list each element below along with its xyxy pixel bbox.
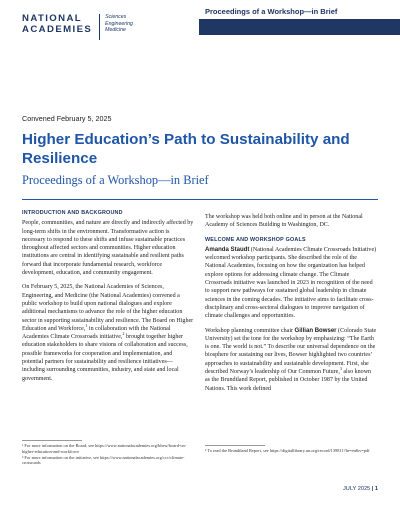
welcome-paragraph-text: (National Academies Climate Crossroads Initiative) welcomed workshop participants. She described the role of the National Academies, focusing on how the organization has helped explore options for addressing climate change. The Climate Crossroads initiative was launched in 2023 in recognition of the need to support new pathways for sustained global leadership in climate sciences in the coming decades. The initiative aims to facilitate cross-disciplinary and cross-sectoral dialogues to improve navigation of climate challenges and opportunities. [205, 246, 377, 320]
bowser-paragraph [205, 327, 377, 393]
footer-separator: | [371, 486, 374, 492]
speaker-name-bowser: Gillian Bowser [294, 327, 337, 334]
intro-paragraph-2-part-a: On February 5, 2025, the National Academies of Sciences, Engineering, and Medicine (the National Academies) convened a public workshop to build upon national dialogues and explore additional mechanisms to advance the role of the higher education sector in supporting sustainability and resilience. The Board on Higher Education and Workforce, [22, 284, 194, 332]
page-footer [343, 486, 378, 492]
footnote-1: ¹ For more information on the Board, see https://www.nationalacademies.org/bhew/board-on-higher-education-and-workforce [22, 443, 187, 454]
right-column [205, 213, 377, 399]
bowser-paragraph-part-c: also known as the Brundtland Report, published in October 1987 by the United Nations. This work defined [205, 369, 372, 392]
convened-date: Convened February 5, 2025 [22, 114, 112, 123]
logo-line-academies: ACADEMIES [22, 23, 93, 35]
logo-divider [99, 14, 100, 40]
speaker-name-staudt: Amanda Staudt [205, 246, 250, 253]
footer-date: JULY 2025 [343, 486, 371, 492]
logo-subtext [105, 14, 133, 34]
bowser-paragraph-part-b: (Colorado State University) set the tone for the workshop by emphasizing: “The Earth is one. The world is not.” To describe our universal dependence on the biosphere for sustaining our lives, Bowser highlighted two countries’ approaches to sustainability and sustainable development. First, she described Norway’s leadership of Our Common Future, [205, 327, 377, 376]
section-heading-welcome: WELCOME AND WORKSHOP GOALS [205, 236, 306, 243]
title-rule [22, 199, 378, 200]
footnote-2: ² For more information on the initiative, see https://www.nationalacademies.org/ccc/climate-crossroads [22, 454, 185, 466]
footnote-ref-1: 1 [85, 322, 88, 328]
document-subtitle: Proceedings of a Workshop—in Brief [22, 173, 209, 187]
page-header [0, 0, 400, 50]
intro-paragraph-1: People, communities, and nature are directly and indirectly affected by long-term shifts in the environment. Transformative action is necessary to respond to these shifts and infuse sustainable practices throughout affected sectors and communities. Higher education institutions are central in identifying sustainable and resilient paths forward that incorporate fundamental research, workforce development, education, and community engagement. [22, 220, 194, 277]
footnote-3: ³ To read the Brundtland Report, see https://digitallibrary.un.org/record/139811?ln=en&v=pdf [205, 448, 370, 453]
logo-sub-medicine: Medicine [105, 27, 126, 34]
footnote-ref-2: 2 [122, 331, 125, 337]
footnotes-left [22, 443, 194, 466]
logo-sub-engineering: Engineering [105, 20, 133, 27]
footnote-ref-3: 3 [339, 366, 342, 372]
page-number: 1 [374, 486, 378, 492]
intro-paragraph-2-part-c: brought together higher education stakeholders to share visions of collaboration and success, possible frameworks for cooperation and implementation, and potential partners for sustainability and resilience initiatives—including surrounding communities, industry, and state and local government. [22, 334, 188, 382]
national-academies-logo [22, 14, 133, 40]
venue-paragraph: The workshop was held both online and in person at the National Academy of Sciences Building in Washington, DC. [205, 214, 363, 229]
logo-sub-sciences: Sciences [105, 14, 127, 20]
logo-wordmark [22, 14, 92, 35]
intro-paragraph-2-part-b: in collaboration with the National Academies Climate Crossroads initiative, [22, 325, 171, 341]
bowser-paragraph-part-a: Workshop planning committee chair [205, 327, 295, 334]
intro-paragraph-2 [22, 283, 194, 383]
series-title: Proceedings of a Workshop—in Brief [205, 7, 338, 16]
welcome-paragraph [205, 246, 377, 321]
left-column [22, 209, 194, 389]
footnotes-right [205, 448, 377, 454]
logo-line-national: NATIONAL [22, 13, 83, 24]
section-heading-introduction: INTRODUCTION AND BACKGROUND [22, 210, 123, 216]
footnote-rule-right [205, 445, 265, 446]
footnote-rule-left [22, 440, 82, 441]
document-title: Higher Education’s Path to Sustainability and Resilience [22, 131, 350, 167]
header-color-bar [199, 19, 400, 35]
